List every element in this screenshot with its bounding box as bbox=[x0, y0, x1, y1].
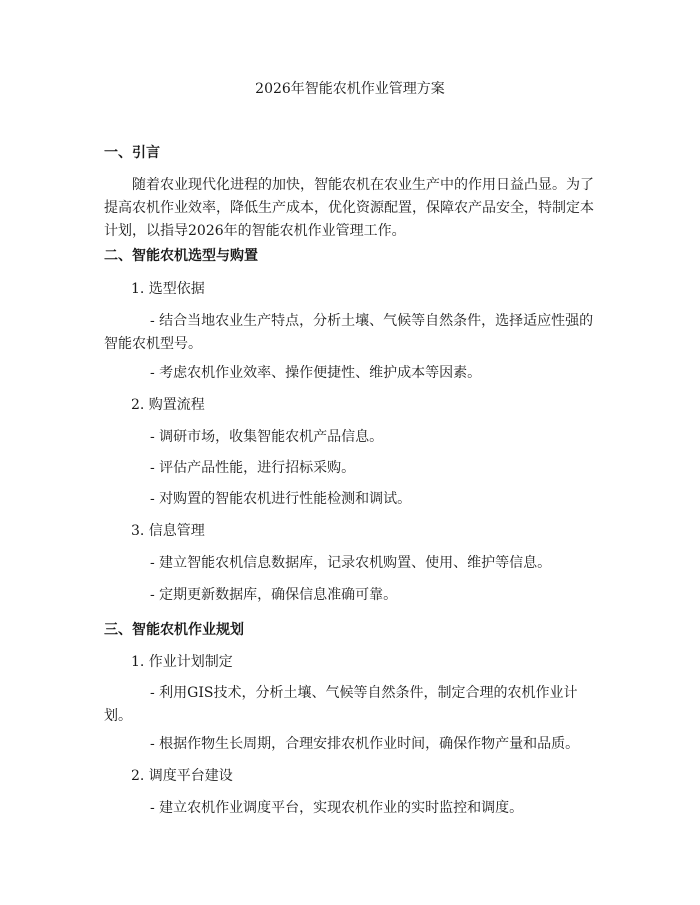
section-heading-selection-purchase: 二、智能农机选型与购置 bbox=[104, 248, 258, 264]
list-item: - 调研市场，收集智能农机产品信息。 bbox=[150, 429, 384, 445]
list-item: - 对购置的智能农机进行性能检测和调试。 bbox=[150, 491, 412, 507]
list-item: - 建立农机作业调度平台，实现农机作业的实时监控和调度。 bbox=[150, 800, 524, 816]
subsection-dispatch-platform: 2. 调度平台建设 bbox=[131, 768, 233, 784]
subsection-plan-formulation: 1. 作业计划制定 bbox=[131, 654, 233, 670]
list-item: - 考虑农机作业效率、操作便捷性、维护成本等因素。 bbox=[150, 365, 482, 381]
document-title: 2026年智能农机作业管理方案 bbox=[255, 81, 445, 97]
subsection-selection-basis: 1. 选型依据 bbox=[131, 281, 205, 297]
list-item: - 建立智能农机信息数据库，记录农机购置、使用、维护等信息。 bbox=[150, 555, 552, 571]
list-item: - 根据作物生长周期，合理安排农机作业时间，确保作物产量和品质。 bbox=[150, 736, 580, 752]
introduction-paragraph: 随着农业现代化进程的加快，智能农机在农业生产中的作用日益凸显。为了提高农机作业效率，降低生产成本，优化资源配置，保障农产品安全，特制定本计划，以指导2026年的智能农机作业管理工作。 bbox=[104, 177, 594, 239]
section-heading-operation-planning: 三、智能农机作业规划 bbox=[104, 622, 244, 638]
list-item: - 利用GIS技术，分析土壤、气候等自然条件，制定合理的农机作业计划。 bbox=[104, 685, 578, 724]
list-item: - 定期更新数据库，确保信息准确可靠。 bbox=[150, 587, 398, 603]
subsection-purchase-process: 2. 购置流程 bbox=[131, 397, 205, 413]
list-item: - 结合当地农业生产特点，分析土壤、气候等自然条件，选择适应性强的智能农机型号。 bbox=[104, 313, 594, 352]
subsection-information-management: 3. 信息管理 bbox=[131, 523, 205, 539]
list-item: - 评估产品性能，进行招标采购。 bbox=[150, 460, 356, 476]
section-heading-introduction: 一、引言 bbox=[104, 145, 160, 161]
